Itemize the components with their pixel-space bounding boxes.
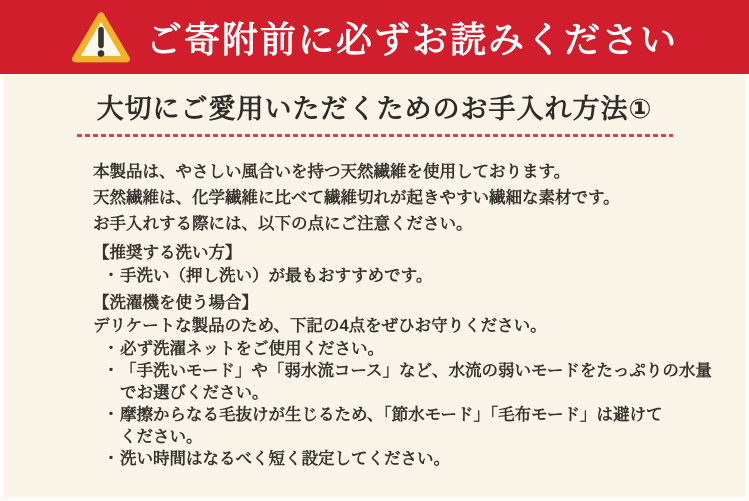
- bullet-list: [93, 338, 725, 470]
- bullet-text: 手洗い（押し洗い）が最もおすすめです。: [120, 267, 433, 285]
- bullet-text: 必ず洗濯ネットをご使用ください。: [120, 340, 384, 358]
- intro-line: 本製品は、やさしい風合いを持つ天然繊維を使用しております。: [93, 163, 571, 181]
- bullet-list: [93, 265, 725, 287]
- bullet-icon: ・: [103, 340, 119, 357]
- intro-line: 天然繊維は、化学繊維に比べて繊維切れが起きやすい繊細な素材です。: [93, 189, 620, 207]
- section-heading: 【洗濯機を使う場合】: [93, 294, 258, 312]
- bullet-text-continuation: でお選びください。: [120, 384, 269, 402]
- section-washing-machine: [93, 292, 725, 470]
- bullet-text: 摩擦からなる毛抜けが生じるため、「節水モード」「毛布モード」は避けて: [120, 406, 663, 424]
- list-item: [102, 448, 725, 470]
- warning-triangle-icon: [71, 10, 131, 66]
- section-lead: デリケートな製品のため、下記の4点をぜひお守りください。: [93, 317, 547, 335]
- list-item: [102, 338, 725, 360]
- list-item: [102, 265, 725, 287]
- bullet-icon: ・: [103, 267, 119, 284]
- bullet-text: 「手洗いモード」や「弱水流コース」など、水流の弱いモードをたっぷりの水量: [120, 362, 712, 380]
- care-instructions-panel: [0, 74, 749, 501]
- bullet-icon: ・: [103, 450, 119, 467]
- section-heading: 【推奨する洗い方】: [93, 244, 242, 262]
- section-recommended-washing: [93, 242, 725, 287]
- list-item: [102, 404, 725, 448]
- bullet-text: 洗い時間はなるべく短く設定してください。: [120, 450, 450, 468]
- intro-line: お手入れする際には、以下の点にご注意ください。: [93, 215, 473, 233]
- page-title: 大切にご愛用いただくためのお手入れ方法①: [96, 94, 653, 124]
- intro-paragraph: [93, 159, 725, 237]
- bullet-icon: ・: [103, 406, 119, 423]
- list-item: [102, 360, 725, 404]
- banner-title: ご寄附前に必ずお読みください: [145, 18, 678, 60]
- bullet-text-continuation: ください。: [120, 428, 203, 446]
- warning-banner: [0, 0, 749, 74]
- body-text: [4, 137, 745, 470]
- bullet-icon: ・: [103, 362, 119, 379]
